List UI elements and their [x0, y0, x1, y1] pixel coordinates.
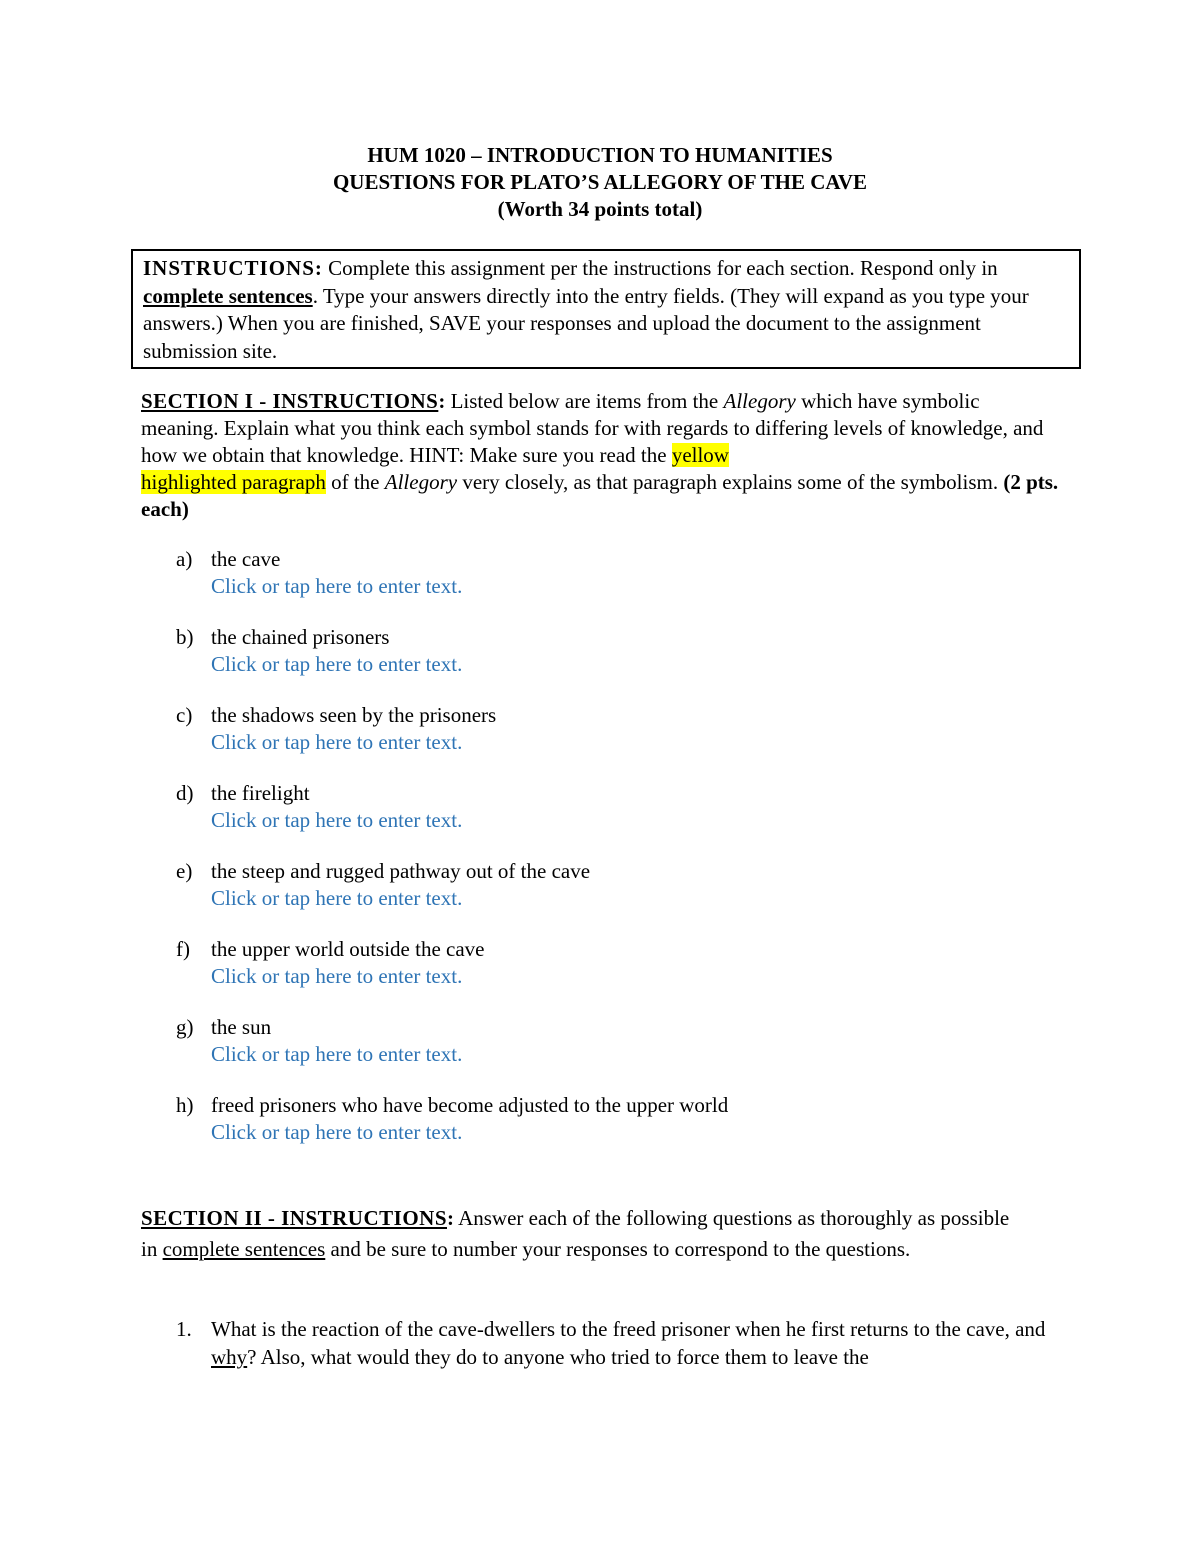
section-1-text-3: of the	[325, 470, 385, 494]
list-item	[176, 780, 1076, 858]
answer-field[interactable]: Click or tap here to enter text.	[211, 886, 463, 910]
section-1-colon: :	[438, 389, 446, 413]
section-2-heading: SECTION II - INSTRUCTIONS	[141, 1206, 447, 1230]
section-1-text-4: very closely, as that paragraph explains some of the symbolism.	[457, 470, 1004, 494]
item-marker: a)	[176, 547, 193, 571]
instructions-text-2: . Type your answers directly into the entry fields. (They will expand as you type your answers.) When you are finished, SAVE your responses and upload the document to the assignment submission site.	[143, 283, 1029, 363]
section-2-emphasis: complete sentences	[162, 1237, 326, 1261]
section-2-colon: :	[447, 1206, 454, 1230]
answer-field[interactable]: Click or tap here to enter text.	[211, 574, 463, 598]
section-1-points: (2 pts. each)	[141, 470, 1059, 521]
section-2-text-1: Answer each of the following questions as thoroughly as possible in	[141, 1206, 1010, 1261]
answer-field[interactable]: Click or tap here to enter text.	[211, 1120, 463, 1144]
item-marker: d)	[176, 781, 194, 805]
question-item	[176, 1315, 1076, 1371]
section-1-instructions	[141, 388, 1061, 523]
symbol-list	[176, 546, 1076, 1170]
question-text-2: ? Also, what would they do to anyone who tried to force them to leave the	[247, 1345, 869, 1369]
document-title-block	[0, 142, 1200, 223]
item-text: freed prisoners who have become adjusted to the upper world	[211, 1093, 729, 1117]
item-text: the upper world outside the cave	[211, 937, 485, 961]
list-item	[176, 858, 1076, 936]
points-total: (Worth 34 points total)	[497, 197, 703, 221]
list-item	[176, 1014, 1076, 1092]
assignment-title: QUESTIONS FOR PLATO’S ALLEGORY OF THE CAVE	[332, 170, 868, 194]
section-1-text-1: Listed below are items from the	[445, 389, 724, 413]
question-emphasis: why	[211, 1345, 248, 1369]
section-1-heading: SECTION I - INSTRUCTIONS	[141, 389, 439, 413]
item-text: the cave	[211, 547, 281, 571]
list-item	[176, 1092, 1076, 1170]
highlight-paragraph: highlighted paragraph	[141, 470, 326, 494]
item-marker: f)	[176, 937, 190, 961]
course-title: HUM 1020 – INTRODUCTION TO HUMANITIES	[367, 143, 833, 167]
item-text: the firelight	[211, 781, 310, 805]
item-marker: h)	[176, 1093, 194, 1117]
item-text: the sun	[211, 1015, 272, 1039]
item-text: the chained prisoners	[211, 625, 390, 649]
allegory-term-2: Allegory	[384, 470, 458, 494]
question-text	[211, 1315, 1061, 1371]
instructions-text-1: Complete this assignment per the instructions for each section. Respond only in	[322, 256, 998, 280]
list-item	[176, 702, 1076, 780]
section-2-instructions	[141, 1203, 1021, 1265]
list-item	[176, 546, 1076, 624]
item-marker: e)	[176, 859, 193, 883]
answer-field[interactable]: Click or tap here to enter text.	[211, 964, 463, 988]
item-text: the shadows seen by the prisoners	[211, 703, 497, 727]
section-2-text-2: and be sure to number your responses to correspond to the questions.	[325, 1237, 911, 1261]
item-marker: g)	[176, 1015, 194, 1039]
item-marker: c)	[176, 703, 193, 727]
section-1-text-2: which have symbolic meaning. Explain what you think each symbol stands for with regards to differing levels of knowledge, and how we obtain that knowledge. HINT: Make sure you read the	[141, 389, 1044, 467]
answer-field[interactable]: Click or tap here to enter text.	[211, 652, 463, 676]
instructions-box	[131, 249, 1081, 369]
question-text-1: What is the reaction of the cave-dwellers to the freed prisoner when he first returns to the cave, and	[211, 1317, 1046, 1341]
question-number: 1.	[176, 1317, 192, 1341]
list-item	[176, 936, 1076, 1014]
list-item	[176, 624, 1076, 702]
allegory-term-1: Allegory	[723, 389, 796, 413]
answer-field[interactable]: Click or tap here to enter text.	[211, 1042, 463, 1066]
question-list	[176, 1315, 1076, 1371]
answer-field[interactable]: Click or tap here to enter text.	[211, 808, 463, 832]
instructions-label: INSTRUCTIONS:	[143, 256, 323, 280]
answer-field[interactable]: Click or tap here to enter text.	[211, 730, 463, 754]
highlight-yellow: yellow	[671, 443, 729, 467]
instructions-emphasis: complete sentences	[143, 283, 313, 308]
item-marker: b)	[176, 625, 194, 649]
item-text: the steep and rugged pathway out of the cave	[211, 859, 591, 883]
